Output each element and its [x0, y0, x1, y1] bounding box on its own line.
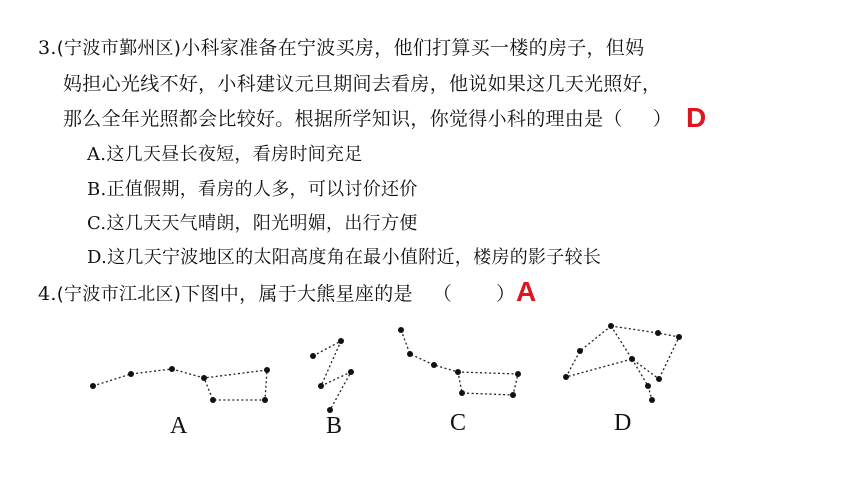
figure-label-a: A: [170, 413, 188, 439]
q3-answer: D: [686, 102, 707, 133]
q4-number: 4.: [38, 283, 57, 305]
figure-label-c: C: [450, 410, 467, 436]
q3-option-a: A.这几天昼长夜短，看房时间充足: [87, 144, 363, 165]
q4-source: (宁波市江北区): [56, 284, 182, 305]
figure-label-d: D: [614, 410, 632, 436]
q3-line1-text: 小科家准备在宁波买房，他们打算买一楼的房子，但妈: [181, 37, 645, 59]
q4-open: （: [432, 283, 453, 305]
q4-close: ）: [496, 283, 516, 305]
figure-label-b: B: [326, 413, 343, 439]
q3-line2: 妈担心光线不好，小科建议元旦期间去看房，他说如果这几天光照好，: [63, 73, 662, 95]
q3-line3-text: 那么全年光照都会比较好。根据所学知识，你觉得小科的理由是（: [63, 108, 623, 130]
q3-source: (宁波市鄞州区): [56, 38, 182, 59]
q4-text: 下图中，属于大熊星座的是: [181, 283, 413, 305]
q3-number: 3.: [38, 37, 57, 59]
q3-line3-close: ）: [652, 108, 673, 130]
q4-answer: A: [516, 276, 537, 307]
q3-option-c: C.这几天天气晴朗，阳光明媚，出行方便: [87, 213, 418, 234]
q3-option-d: D.这几天宁波地区的太阳高度角在最小值附近，楼房的影子较长: [87, 247, 602, 268]
q3-option-b: B.正值假期，看房的人多，可以讨价还价: [87, 179, 418, 200]
